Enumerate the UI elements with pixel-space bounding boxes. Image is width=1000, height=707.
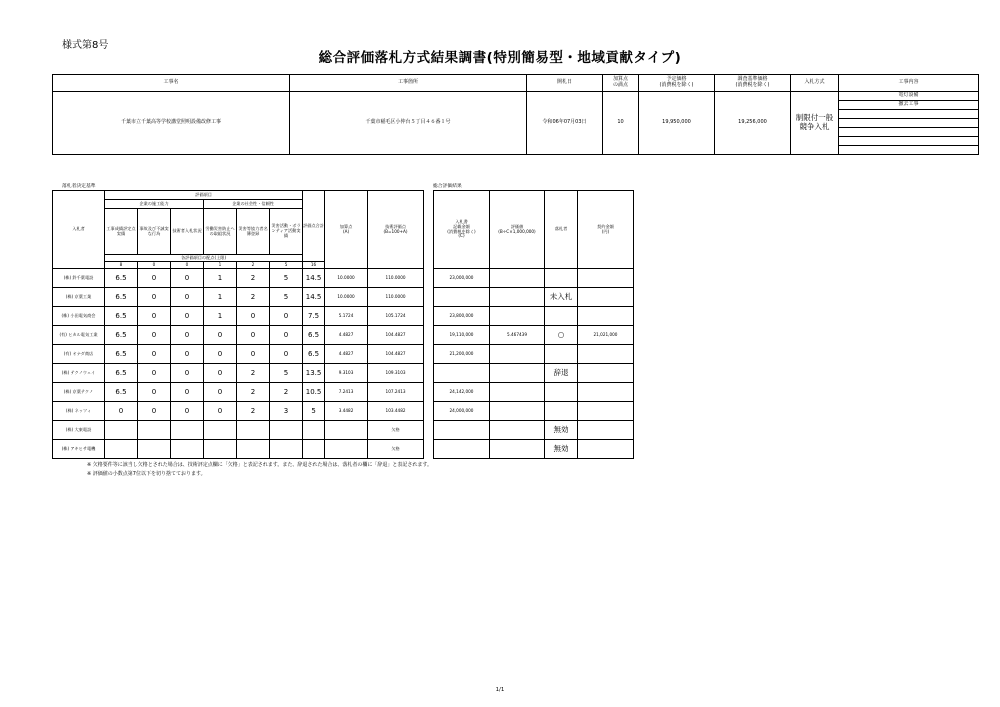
add-points-max: 10 <box>603 92 639 155</box>
eval-value-cell <box>490 383 545 402</box>
section-criteria-label: 落札者決定基準 <box>62 184 96 189</box>
point-c2: 0 <box>138 262 171 269</box>
header-method: 入札方式 <box>791 75 839 92</box>
score-cell: 1 <box>204 288 237 307</box>
bidder-name: (株) 鈴千葉電設 <box>53 269 105 288</box>
eval-value-cell <box>490 269 545 288</box>
header-content: 工事内容 <box>839 75 979 92</box>
add-points-cell: 7.2413 <box>325 383 368 402</box>
tech-score-cell: 104.4827 <box>368 345 424 364</box>
score-cell: 6.5 <box>105 326 138 345</box>
bid-amount-cell <box>434 364 490 383</box>
bid-amount-cell: 21,200,000 <box>434 345 490 364</box>
add-points-cell: 3.4482 <box>325 402 368 421</box>
score-cell: 2 <box>237 383 270 402</box>
group-tech: 企業の施工能力 <box>105 200 204 209</box>
eval-value-cell <box>490 421 545 440</box>
result-row <box>434 307 634 326</box>
score-cell: 1 <box>204 269 237 288</box>
score-cell <box>171 421 204 440</box>
score-cell <box>204 421 237 440</box>
score-cell: 3 <box>270 402 303 421</box>
score-cell: 2 <box>237 269 270 288</box>
score-cell: 0 <box>138 383 171 402</box>
score-cell: 0 <box>105 402 138 421</box>
score-cell: 2 <box>237 364 270 383</box>
score-cell: 10.5 <box>303 383 325 402</box>
score-cell <box>237 440 270 459</box>
contract-cell <box>578 383 634 402</box>
score-cell: 0 <box>204 326 237 345</box>
project-name: 千葉市立千葉高等学校講堂照明設備改修工事 <box>53 92 290 155</box>
score-cell: 0 <box>171 326 204 345</box>
winner-cell <box>545 402 578 421</box>
score-cell <box>138 440 171 459</box>
score-cell: 0 <box>138 364 171 383</box>
score-cell: 0 <box>237 345 270 364</box>
score-cell: 0 <box>138 288 171 307</box>
result-row <box>434 421 634 440</box>
point-c5: 2 <box>237 262 270 269</box>
bid-amount-cell <box>434 440 490 459</box>
result-row <box>434 288 634 307</box>
score-cell: 2 <box>270 383 303 402</box>
score-cell: 6.5 <box>105 383 138 402</box>
winner-cell: ○ <box>545 326 578 345</box>
form-number: 様式第8号 <box>62 40 109 51</box>
bidder-name: (株) アキヒサ電機 <box>53 440 105 459</box>
score-cell <box>204 440 237 459</box>
eval-value-cell <box>490 288 545 307</box>
score-cell: 0 <box>270 307 303 326</box>
winner-cell: 無効 <box>545 421 578 440</box>
bidder-name: (有) ヒカル電気工業 <box>53 326 105 345</box>
bidder-name: (株) 小田電気商会 <box>53 307 105 326</box>
bidder-row <box>53 383 424 402</box>
planned-price: 19,950,000 <box>639 92 715 155</box>
group-social: 企業の社会性・信頼性 <box>204 200 303 209</box>
bid-amount-cell: 19,110,000 <box>434 326 490 345</box>
score-cell: 6.5 <box>105 364 138 383</box>
content-line <box>839 137 979 146</box>
score-cell: 0 <box>138 269 171 288</box>
score-cell: 0 <box>171 269 204 288</box>
score-cell <box>237 421 270 440</box>
score-cell: 0 <box>138 326 171 345</box>
score-cell: 0 <box>270 326 303 345</box>
content-line: 撤去工事 <box>839 101 979 110</box>
score-cell <box>105 421 138 440</box>
score-cell <box>171 440 204 459</box>
bidder-name: (株) 京葉工業 <box>53 288 105 307</box>
result-row <box>434 326 634 345</box>
bid-amount-cell: 24,142,000 <box>434 383 490 402</box>
point-total: 16 <box>303 262 325 269</box>
contract-cell <box>578 288 634 307</box>
tech-score-cell: 107.2413 <box>368 383 424 402</box>
score-cell: 0 <box>204 402 237 421</box>
col-tech-score: 技術評価点 (B=100+A) <box>368 191 424 269</box>
contract-cell: 21,021,000 <box>578 326 634 345</box>
bidder-row <box>53 326 424 345</box>
bidder-name: (株) テクノウェイ <box>53 364 105 383</box>
winner-cell: 無効 <box>545 440 578 459</box>
score-cell: 0 <box>171 345 204 364</box>
item-c2: 事故及び不誠実な行為 <box>138 209 171 255</box>
item-c3: 技術者入札状況 <box>171 209 204 255</box>
content-line <box>839 110 979 119</box>
bidder-name: (有) オナダ商店 <box>53 345 105 364</box>
bidder-row <box>53 307 424 326</box>
page-number: 1/1 <box>495 687 505 693</box>
content-line <box>839 128 979 137</box>
score-cell: 0 <box>171 288 204 307</box>
score-cell: 6.5 <box>105 288 138 307</box>
bid-amount-cell: 23,800,000 <box>434 307 490 326</box>
eval-value-cell <box>490 345 545 364</box>
score-cell: 0 <box>171 402 204 421</box>
evaluation-table <box>52 190 424 459</box>
contract-cell <box>578 421 634 440</box>
winner-cell: 辞退 <box>545 364 578 383</box>
tech-score-cell: 104.4827 <box>368 326 424 345</box>
col-contract: 契約金額 (円) <box>578 191 634 269</box>
score-cell: 2 <box>237 402 270 421</box>
content-line: 電灯設備 <box>839 92 979 101</box>
score-cell: 14.5 <box>303 269 325 288</box>
point-c3: 0 <box>171 262 204 269</box>
section-result-label: 総合評価結果 <box>433 184 462 189</box>
score-cell: 7.5 <box>303 307 325 326</box>
bidder-row <box>53 288 424 307</box>
tech-score-cell: 109.3103 <box>368 364 424 383</box>
score-cell: 1 <box>204 307 237 326</box>
result-row <box>434 269 634 288</box>
contract-cell <box>578 307 634 326</box>
point-c6: 5 <box>270 262 303 269</box>
result-row <box>434 440 634 459</box>
score-cell <box>303 440 325 459</box>
score-cell: 0 <box>204 345 237 364</box>
add-points-cell <box>325 421 368 440</box>
bidder-row <box>53 364 424 383</box>
result-table <box>433 190 634 459</box>
header-date: 開札日 <box>527 75 603 92</box>
tech-score-cell: 欠格 <box>368 421 424 440</box>
score-cell: 0 <box>204 383 237 402</box>
content-line <box>839 146 979 155</box>
item-c4: 労働災害防止への取組状況 <box>204 209 237 255</box>
score-cell: 5 <box>303 402 325 421</box>
add-points-cell: 10.0000 <box>325 269 368 288</box>
points-caption: 各評価項目の配点(上限) <box>105 255 303 262</box>
add-points-cell: 5.1724 <box>325 307 368 326</box>
col-bidder: 入札者 <box>53 191 105 269</box>
point-c1: 8 <box>105 262 138 269</box>
score-cell: 0 <box>237 326 270 345</box>
opening-date: 令和06年07月03日 <box>527 92 603 155</box>
tech-score-cell: 105.1724 <box>368 307 424 326</box>
base-price: 19,256,000 <box>715 92 791 155</box>
bidder-row <box>53 440 424 459</box>
header-plan-price: 予定価格 (消費税を除く) <box>639 75 715 92</box>
add-points-cell: 9.3103 <box>325 364 368 383</box>
score-cell <box>303 421 325 440</box>
contract-cell <box>578 345 634 364</box>
item-c5: 災害等協力者名簿登録 <box>237 209 270 255</box>
winner-cell <box>545 269 578 288</box>
score-cell: 0 <box>138 307 171 326</box>
score-cell: 0 <box>171 307 204 326</box>
score-cell: 5 <box>270 288 303 307</box>
contract-cell <box>578 440 634 459</box>
bidder-name: (株) ネッツィ <box>53 402 105 421</box>
content-line <box>839 119 979 128</box>
col-add-points: 加算点 (A) <box>325 191 368 269</box>
project-place: 千葉市稲毛区小仲台５丁目４６番１号 <box>290 92 527 155</box>
col-bid-amount: 入札書 記載金額 (消費税を除く) (C) <box>434 191 490 269</box>
point-c4: 1 <box>204 262 237 269</box>
bidder-name: (株) 大東電設 <box>53 421 105 440</box>
project-table <box>52 74 979 155</box>
bid-amount-cell <box>434 288 490 307</box>
tech-score-cell: 欠格 <box>368 440 424 459</box>
contract-cell <box>578 269 634 288</box>
bidder-name: (株) 京葉テクノ <box>53 383 105 402</box>
score-cell: 5 <box>270 364 303 383</box>
result-row <box>434 383 634 402</box>
score-cell: 6.5 <box>303 326 325 345</box>
bid-amount-cell <box>434 421 490 440</box>
score-cell <box>270 421 303 440</box>
winner-cell <box>545 383 578 402</box>
tech-score-cell: 110.0000 <box>368 288 424 307</box>
col-eval-items: 評価項目 <box>105 191 303 200</box>
header-add: 加算点 の満点 <box>603 75 639 92</box>
add-points-cell: 10.0000 <box>325 288 368 307</box>
eval-value-cell <box>490 402 545 421</box>
winner-cell <box>545 345 578 364</box>
score-cell: 5 <box>270 269 303 288</box>
score-cell: 0 <box>171 364 204 383</box>
score-cell <box>105 440 138 459</box>
winner-cell <box>545 307 578 326</box>
contract-cell <box>578 402 634 421</box>
score-cell: 0 <box>138 345 171 364</box>
bid-amount-cell: 24,000,000 <box>434 402 490 421</box>
header-base-price: 調査基準価格 (消費税を除く) <box>715 75 791 92</box>
score-cell: 14.5 <box>303 288 325 307</box>
score-cell: 6.5 <box>105 269 138 288</box>
bidder-row <box>53 402 424 421</box>
col-total: 評価点合計 <box>303 191 325 262</box>
score-cell: 0 <box>171 383 204 402</box>
result-row <box>434 364 634 383</box>
eval-value-cell <box>490 307 545 326</box>
note-rounding: ※ 評価値の小数点第7位以下を切り捨てております。 <box>87 471 206 477</box>
score-cell <box>270 440 303 459</box>
bidder-row <box>53 421 424 440</box>
add-points-cell <box>325 440 368 459</box>
tech-score-cell: 110.0000 <box>368 269 424 288</box>
score-cell: 0 <box>270 345 303 364</box>
score-cell: 0 <box>237 307 270 326</box>
result-row <box>434 345 634 364</box>
add-points-cell: 4.4827 <box>325 326 368 345</box>
winner-cell: 未入札 <box>545 288 578 307</box>
add-points-cell: 4.4827 <box>325 345 368 364</box>
eval-value-cell <box>490 364 545 383</box>
result-row <box>434 402 634 421</box>
item-c1: 工事成績評定点実績 <box>105 209 138 255</box>
score-cell: 0 <box>204 364 237 383</box>
score-cell <box>138 421 171 440</box>
score-cell: 2 <box>237 288 270 307</box>
header-name: 工事名 <box>53 75 290 92</box>
document-title: 総合評価落札方式結果調書(特別簡易型・地域貢献タイプ) <box>318 50 682 66</box>
eval-value-cell <box>490 440 545 459</box>
score-cell: 6.5 <box>303 345 325 364</box>
score-cell: 0 <box>138 402 171 421</box>
contract-cell <box>578 364 634 383</box>
bid-method: 制限付一般 競争入札 <box>791 92 839 155</box>
item-c6: 災害活動・ボランティア活動実績 <box>270 209 303 255</box>
score-cell: 6.5 <box>105 345 138 364</box>
bidder-row <box>53 269 424 288</box>
tech-score-cell: 103.4482 <box>368 402 424 421</box>
bidder-row <box>53 345 424 364</box>
eval-value-cell: 5.467439 <box>490 326 545 345</box>
score-cell: 13.5 <box>303 364 325 383</box>
header-place: 工事箇所 <box>290 75 527 92</box>
score-cell: 6.5 <box>105 307 138 326</box>
note-disqualified: ※ 欠格要件等に該当し欠格とされた場合は、技術評定点欄に「欠格」と表記されます。また、辞退された場合は、落札者の欄に「辞退」と表記されます。 <box>87 462 432 468</box>
bid-amount-cell: 23,000,000 <box>434 269 490 288</box>
col-eval-value: 評価値 (B÷C×1,000,000) <box>490 191 545 269</box>
col-winner: 落札者 <box>545 191 578 269</box>
